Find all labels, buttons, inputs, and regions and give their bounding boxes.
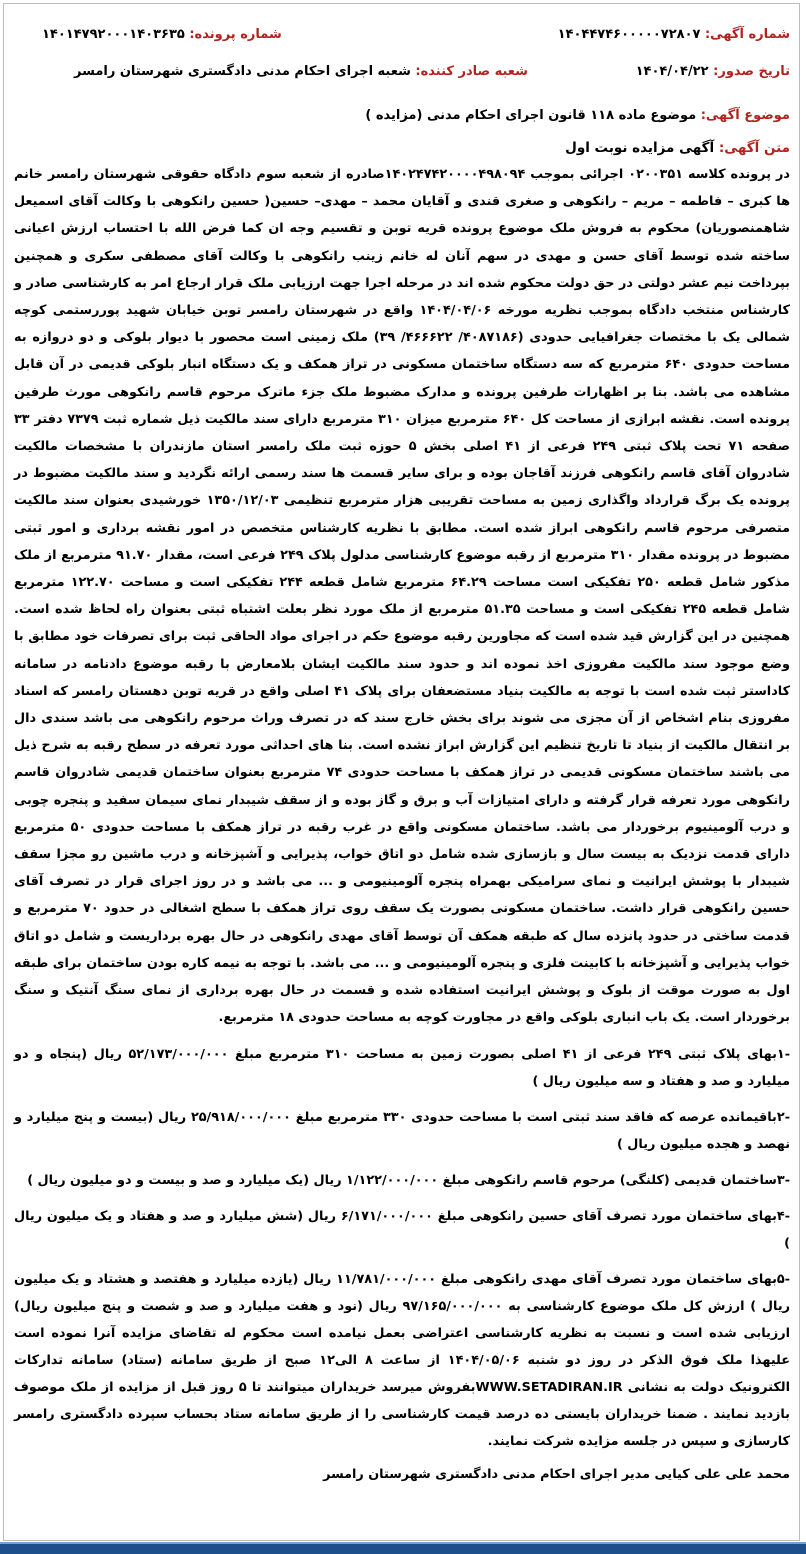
- valuation-item-5: [14, 1266, 790, 1455]
- issuer: [74, 61, 528, 83]
- issuer-label: شعبه صادر کننده:: [415, 64, 528, 79]
- subject-value: موضوع ماده ۱۱۸ قانون اجرای احکام مدنی (مزایده ): [365, 108, 697, 123]
- setadiran-link[interactable]: WWW.SETADIRAN.IR: [475, 1379, 623, 1395]
- item5-text-before: -۵بهای ساختمان مورد تصرف آقای مهدی رانکوهی مبلغ ۱۱/۷۸۱/۰۰۰/۰۰۰ ریال (یازده میلیارد و هفتصد و هشتاد و یک میلیون ریال ) ارزش کل ملک موضوع کارشناسی به ۹۷/۱۶۵/۰۰۰/۰۰۰ ریال (نود و هفت میلیارد و صد و شصت و پنج میلیون ریال) ارزیابی شده است و نسبت به نظریه کارشناسی اعتراضی بعمل نیامده است محکوم له تقاضای مزایده آنرا نموده است علیهذا ملک فوق الذکر در روز دو شنبه ۱۴۰۴/۰۵/۰۶ از ساعت ۸ الی۱۲ صبح از طریق سامانه (ستاد) سامانه تدارکات الکترونیک دولت به نشانی: [14, 1271, 791, 1395]
- subject-line: [14, 105, 790, 127]
- header-row-2: [14, 61, 790, 83]
- header-row-1: [14, 24, 790, 46]
- ad-number: [558, 24, 790, 46]
- main-paragraph: در پرونده کلاسه ۰۲۰۰۳۵۱ اجرائی بموجب ۱۴۰۲۴۷۴۲۰۰۰۰۴۹۸۰۹۴صادره از شعبه سوم دادگاه حقوقی شهرستان رامسر خانم ها کبری – فاطمه – مریم – رانکوهی و صغری قندی و آقایان محمد – مهدی– حسین( حسین رانکوهی با وکالت آقای اسمیعل شاهمنصوریان) محکوم به فروش ملک موضوع پرونده قریه توبن و تقسیم وجه ان کما فرض الله با احتساب ارزش اعیانی ساخته شده توسط آقای حسن و مهدی در سهم آنان له خانم زینب رانکوهی با وکالت آقای مصطفی سکری و همچنین بپرداخت نیم عشر دولتی در حق دولت محکوم شده اند در مرحله اجرا جهت ارزیابی ملک قرار ارجاع امر به کارشناسی صادر و کارشناس منتخب دادگاه بموجب نظریه مورخه ۱۴۰۴/۰۴/۰۶ واقع در شهرستان رامسر توبن خیابان شهید پوررستمی کوچه شمالی یک با مختصات جغرافیایی حدودی (۴۰۸۷۱۸۶/ ۴۶۶۶۲۲/ ۳۹) ملک زمینی است محصور با دیوار بلوکی و دو دروازه به مساحت حدودی ۶۴۰ مترمربع که سه دستگاه ساختمان مسکونی در تراز همکف و یک دستگاه انبار بلوکی قدیمی در آن قابل مشاهده می باشد. بنا بر اظهارات طرفین پرونده و مدارک مضبوط ملک جزء ماترک مرحوم قاسم رانکوهی مورث طرفین پرونده است. نقشه ابرازی از مساحت کل ۶۴۰ مترمربع میزان ۳۱۰ مترمربع دارای سند مالکیت ذیل شماره ثبت ۷۳۷۹ دفتر ۳۳ صفحه ۷۱ تحت پلاک ثبتی ۲۴۹ فرعی از ۴۱ اصلی بخش ۵ حوزه ثبت ملک رامسر استان مازندران با مشخصات مالکیت شادروان آقای قاسم رانکوهی فرزند آقاجان بوده و برای سایر قسمت ها سند رسمی ارائه نگردید و سند مالکیت مضبوط در پرونده یک برگ قرارداد واگذاری زمین به مساحت تقریبی هزار مترمربع تنظیمی ۱۳۵۰/۱۲/۰۳ خورشیدی بعنوان سند مالکیت متصرفی مرحوم قاسم رانکوهی ابراز شده است. مطابق با نظریه کارشناس متخصص در امور نقشه برداری و امور ثبتی مضبوط در پرونده مقدار ۳۱۰ مترمربع از رقبه موضوع کارشناسی مدلول پلاک ۲۴۹ فرعی است، مقدار ۹۱.۷۰ مترمربع از ملک مذکور شامل قطعه ۲۵۰ تفکیکی است مساحت ۶۴.۲۹ مترمربع شامل قطعه ۲۴۴ تفکیکی است و مساحت ۱۲۲.۷۰ مترمربع شامل قطعه ۲۴۵ تفکیکی است و مساحت ۵۱.۳۵ مترمربع از ملک مورد نظر بعلت اشتباه ثبتی بعنوان راه لحاظ شده است. همچنین در این گزارش قید شده است که مجاورین رقبه موضوع حکم در اجرای مواد الحاقی ثبت برای تصرفات خود مطابق با وضع موجود سند مالکیت مفروزی اخذ نموده اند و حدود سند مالکیت ایشان بلامعارض با رقبه موضوع دادنامه در سامانه کاداستر ثبت شده است با توجه به مالکیت بنیاد مستضعفان برای پلاک ۴۱ اصلی واقع در قریه توبن دهستان رامسر که اسناد مفروزی بنام اشخاص از آن مجزی می شوند برای بخش خارج سند که در تصرف وراث مرحوم رانکوهی می باشد سندی دال بر انتقال مالکیت از بنیاد تا تاریخ تنظیم این گزارش ابراز نشده است. بنا های احداثی مورد تعرفه در سطح رقبه به شرح ذیل می باشند ساختمان مسکونی قدیمی در تراز همکف با مساحت حدودی ۷۴ مترمربع بعنوان ساختمان قدیمی شادروان قاسم رانکوهی مورد تعرفه قرار گرفته و دارای امتیازات آب و برق و گاز بوده و از سقف شیبدار نمای سیمان سفید و پنجره چوبی و درب آلومینیوم برخوردار می باشد. ساختمان مسکونی واقع در غرب رقبه در تراز همکف با مساحت حدودی ۵۰ مترمربع دارای قدمت نزدیک به بیست سال و بازسازی شده شامل دو اتاق خواب، پذیرایی و آشپزخانه و درب ماشین رو مجزا سقف شیبدار با پوشش ایرانیت و نمای سرامیکی بهمراه پنجره آلومینیومی و ... می باشد و در روز اجرای قرار در تصرف آقای حسین رانکوهی قرار داشت. ساختمان مسکونی بصورت یک سقف روی تراز همکف با سطح اشغالی در حدود ۷۰ مترمربع و قدمت ساختی در حدود پانزده سال که طبقه همکف آن توسط آقای مهدی رانکوهی در حال بهره برداریست و شامل دو اتاق خواب پذیرایی و آشپزخانه با کابینت فلزی و پنجره آلومینیومی و ... می باشد. با توجه به نیمه کاره بودن ساختمان برای طبقه اول به صورت موقت از بلوک و پوشش ایرانیت استفاده شده و قسمت در حال بهره برداری از نمای سنگ آنتیک و سنگ برخوردار است. یک باب انباری بلوکی واقع در مجاورت کوچه به مساحت حدودی ۱۸ مترمربع.: [14, 167, 791, 1026]
- text-label-line: [14, 137, 790, 159]
- text-title: آگهی مزایده نوبت اول: [565, 140, 715, 156]
- issue-date: [636, 61, 790, 83]
- signature: محمد علی علی کیایی مدیر اجرای احکام مدنی دادگستری شهرستان رامسر: [323, 1466, 790, 1482]
- valuation-item-2: -۲باقیمانده عرصه که فاقد سند ثبتی است با مساحت حدودی ۳۳۰ مترمربع مبلغ ۲۵/۹۱۸/۰۰۰/۰۰۰ ریال (بیست و پنج میلیارد و نهصد و هجده میلیون ریال ): [14, 1109, 790, 1152]
- ad-number-value: ۱۴۰۴۴۷۴۶۰۰۰۰۰۷۲۸۰۷: [557, 27, 701, 42]
- notice-content: [14, 24, 790, 1487]
- issue-date-label: تاریخ صدور:: [713, 64, 790, 79]
- valuation-item-4: -۴بهای ساختمان مورد تصرف آقای حسین رانکوهی مبلغ ۶/۱۷۱/۰۰۰/۰۰۰ ریال (شش میلیارد و صد و هفتاد و یک میلیون ریال ): [14, 1208, 790, 1251]
- ad-number-label: شماره آگهی:: [704, 27, 790, 42]
- valuation-item-1: -۱بهای پلاک ثبتی ۲۴۹ فرعی از ۴۱ اصلی بصورت زمین به مساحت ۳۱۰ مترمربع مبلغ ۵۲/۱۷۳/۰۰۰/۰۰۰ ریال (پنجاه و دو میلیارد و صد و هفتاد و سه میلیون ریال ): [14, 1046, 790, 1089]
- issue-date-value: ۱۴۰۴/۰۴/۲۲: [635, 64, 709, 79]
- case-number-label: شماره پرونده:: [189, 27, 282, 42]
- bottom-bar: [0, 1544, 806, 1554]
- issuer-value: شعبه اجرای احکام مدنی دادگستری شهرستان رامسر: [74, 64, 411, 79]
- text-label: متن آگهی:: [718, 140, 790, 156]
- valuation-item-3: -۳ساختمان قدیمی (کلنگی) مرحوم قاسم رانکوهی مبلغ ۱/۱۲۲/۰۰۰/۰۰۰ ریال (یک میلیارد و صد و بیست و دو میلیون ریال ): [27, 1172, 790, 1188]
- case-number-value: ۱۴۰۱۴۷۹۲۰۰۰۱۴۰۳۶۳۵: [42, 27, 185, 42]
- case-number: [42, 24, 282, 46]
- subject-label: موضوع آگهی:: [700, 108, 790, 123]
- item5-text-after: بفروش میرسد خریداران میتوانند تا ۵ روز قبل از مزایده از ملک موصوف بازدید نمایند . ضمنا خریداران بایستی ده درصد قیمت کارشناسی را از طریق سامانه ستاد بحساب سپرده دادگستری رامسر کارسازی و سپس در جلسه مزایده شرکت نمایند.: [14, 1379, 790, 1449]
